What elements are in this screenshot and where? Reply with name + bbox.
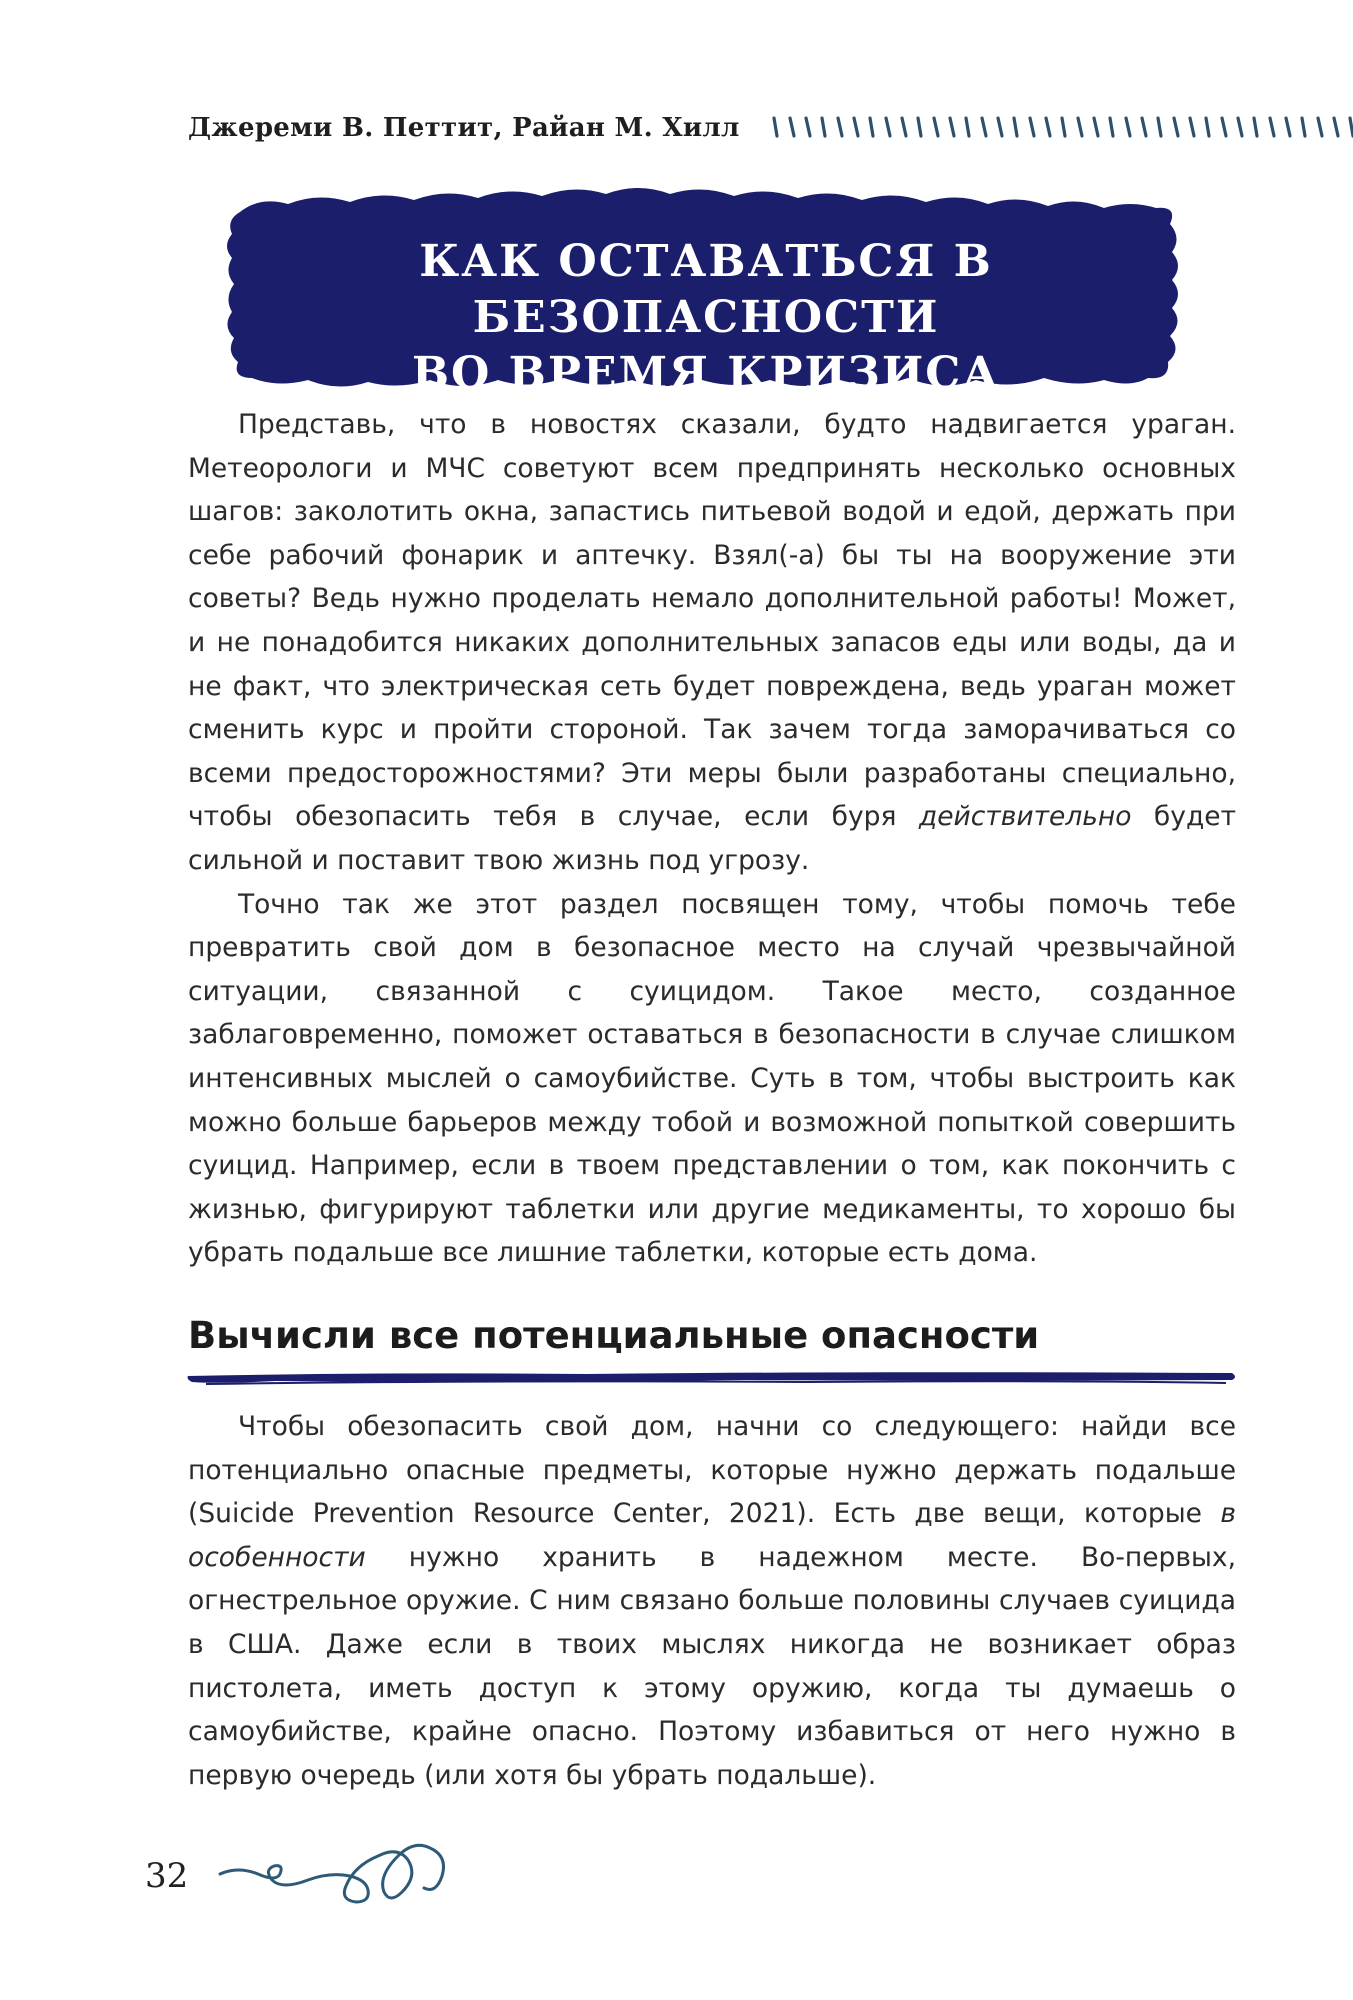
chapter-title-banner	[218, 182, 1194, 399]
hatch-stroke	[1350, 118, 1353, 136]
hatch-stroke	[902, 118, 906, 136]
intro-paragraph-1	[188, 403, 1236, 883]
hatch-stroke	[886, 118, 890, 136]
chapter-title	[218, 234, 1194, 402]
hatch-stroke	[966, 118, 969, 136]
hatch-stroke	[1062, 118, 1065, 136]
hazards-paragraph-1-emphasis: в особенности	[188, 1498, 1236, 1573]
hatch-stroke	[1286, 118, 1290, 136]
hatch-stroke	[1158, 118, 1161, 136]
hatch-stroke	[1078, 118, 1082, 136]
hatch-stroke	[838, 118, 842, 136]
intro-paragraph-1-text-a: Представь, что в новостях сказали, будто надвигается ураган. Метеорологи и МЧС советуют всем предпринять несколько основных шагов: заколотить окна, запастись питьевой водой и едой, держать при себе рабочий фонарик и аптечку. Взял(-а) бы ты на вооружение эти советы? Ведь нужно проделать немало дополнительной работы! Может, и не понадобится никаких дополнительных запасов еды или воды, да и не факт, что электрическая сеть будет повреждена, ведь ураган может сменить курс и пройти стороной. Так зачем тогда заморачиваться со всеми предосторожностями? Эти меры были разработаны специально, чтобы обезопасить тебя в случае, если буря	[188, 409, 1236, 833]
hatch-stroke	[1110, 118, 1113, 136]
header-hatch-decoration	[768, 108, 1353, 148]
hatch-stroke	[822, 118, 825, 136]
intro-section	[188, 403, 1236, 1275]
hatch-stroke	[854, 118, 858, 136]
hatch-stroke	[934, 118, 938, 136]
hatch-stroke	[1174, 118, 1178, 136]
hatch-stroke	[1126, 118, 1130, 136]
hatch-stroke	[1206, 118, 1209, 136]
hatch-stroke	[1318, 118, 1322, 136]
header-authors: Джереми В. Петтит, Райан М. Хилл	[188, 113, 740, 143]
hatch-stroke	[1190, 118, 1194, 136]
section-heading: Вычисли все потенциальные опасности	[188, 1314, 1040, 1357]
page-number: 32	[145, 1856, 189, 1896]
hazards-paragraph-1-text-a: Чтобы обезопасить свой дом, начни со следующего: найди все потенциально опасные предметы, которые нужно держать подальше (Suicide Prevention Resource Center, 2021). Есть две вещи, которые	[188, 1411, 1236, 1530]
intro-paragraph-1-emphasis: действительно	[918, 801, 1132, 833]
hatch-stroke	[774, 118, 777, 136]
section-heading-underline	[186, 1368, 1238, 1388]
hazards-section	[188, 1405, 1236, 1797]
intro-paragraph-1-text-b: будет сильной и поставит твою жизнь под угрозу.	[188, 801, 1237, 876]
hatch-stroke	[998, 118, 1002, 136]
hatch-stroke	[790, 118, 794, 136]
hatch-stroke	[1014, 118, 1017, 136]
hazards-paragraph-1-text-b: нужно хранить в надежном месте. Во-первых, огнестрельное оружие. С ним связано больше половины случаев суицида в США. Даже если в твоих мыслях никогда не возникает образ пистолета, иметь доступ к этому оружию, когда ты думаешь о самоубийстве, крайне опасно. Поэтому избавиться от него нужно в первую очередь (или хотя бы убрать подальше).	[188, 1541, 1236, 1791]
hatch-stroke	[1270, 118, 1274, 136]
hatch-stroke	[1254, 118, 1257, 136]
hatch-stroke	[1046, 118, 1050, 136]
hatch-stroke	[918, 118, 921, 136]
hatch-stroke	[1222, 118, 1226, 136]
page-flourish-decoration	[218, 1836, 478, 1916]
hazards-paragraph-1	[188, 1405, 1236, 1797]
chapter-title-line-2: ВО ВРЕМЯ КРИЗИСА	[411, 348, 1001, 399]
chapter-title-line-1: КАК ОСТАВАТЬСЯ В БЕЗОПАСНОСТИ	[419, 236, 993, 343]
hatch-stroke	[982, 118, 986, 136]
hatch-stroke	[1334, 118, 1338, 136]
hatch-stroke	[1094, 118, 1098, 136]
hatch-stroke	[1302, 118, 1305, 136]
hatch-stroke	[950, 118, 954, 136]
hatch-stroke	[1238, 118, 1242, 136]
hatch-stroke	[806, 118, 810, 136]
intro-paragraph-2: Точно так же этот раздел посвящен тому, чтобы помочь тебе превратить свой дом в безопасное место на случай чрезвычайной ситуации, связанной с суицидом. Такое место, созданное заблаговременно, поможет оставаться в безопасности в случае слишком интенсивных мыслей о самоубийстве. Суть в том, чтобы выстроить как можно больше барьеров между тобой и возможной попыткой совершить суицид. Например, если в твоем представлении о том, как покончить с жизнью, фигурируют таблетки или другие медикаменты, то хорошо бы убрать подальше все лишние таблетки, которые есть дома.	[188, 888, 1236, 1269]
running-header	[188, 108, 1353, 148]
hatch-stroke	[870, 118, 873, 136]
hatch-stroke	[1142, 118, 1146, 136]
hatch-stroke	[1030, 118, 1034, 136]
